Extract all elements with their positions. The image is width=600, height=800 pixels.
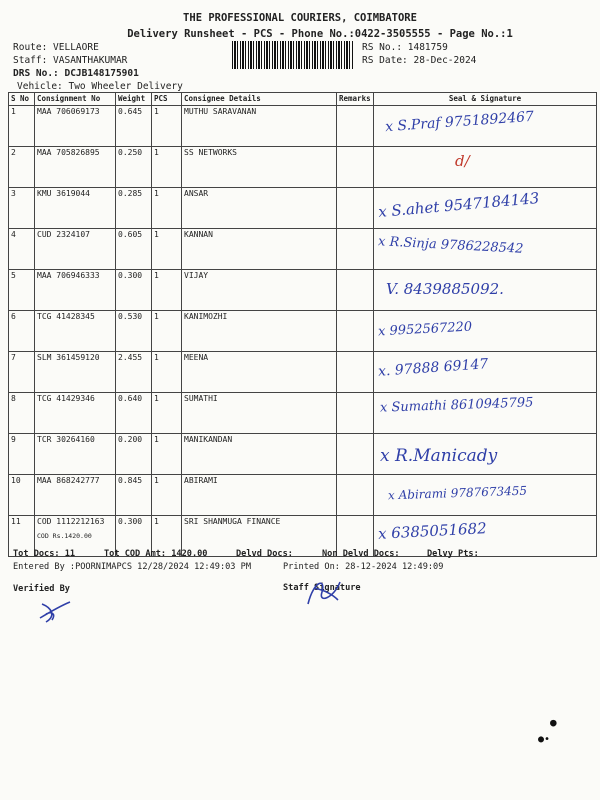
row-sno: 9 [9,434,35,475]
total-docs: Tot Docs: 11 [13,549,76,559]
total-cod-amount: Tot COD Amt: 1420.00 [104,549,208,559]
row-weight: 0.605 [116,229,152,270]
handwritten-signature: x 9952567220 [377,319,473,340]
row-weight: 0.845 [116,475,152,516]
row-remarks [337,434,374,475]
non-delivered-docs: Non Delvd Docs: [322,549,400,559]
table-row [9,147,597,188]
row-remarks [337,270,374,311]
row-remarks [337,393,374,434]
row-remarks [337,475,374,516]
row-consignment: TCG 41428345 [35,311,116,352]
handwritten-signature: x 6385051682 [377,519,488,543]
row-sno: 3 [9,188,35,229]
row-weight: 0.250 [116,147,152,188]
row-consignment: MAA 868242777 [35,475,116,516]
table-header-row [9,93,597,106]
row-consignment: MAA 706946333 [35,270,116,311]
row-pcs: 1 [152,475,182,516]
row-consignment: TCG 41429346 [35,393,116,434]
row-pcs: 1 [152,229,182,270]
row-consignee: VIJAY [182,270,337,311]
barcode-image [232,41,354,69]
row-remarks [337,188,374,229]
row-sno: 10 [9,475,35,516]
handwritten-signature: d/ [455,152,470,170]
row-consignee: SUMATHI [182,393,337,434]
col-header-remarks: Remarks [337,93,374,106]
handwritten-signature: x R.Sinja 9786228542 [377,234,524,257]
row-sno: 1 [9,106,35,147]
row-consignee: KANIMOZHI [182,311,337,352]
verified-by-label: Verified By [13,584,70,594]
row-consignment: MAA 705826895 [35,147,116,188]
table-row [9,311,597,352]
row-consignment: CUD 2324107 [35,229,116,270]
handwritten-signature: x R.Manicady [380,446,498,466]
row-pcs: 1 [152,270,182,311]
row-weight: 2.455 [116,352,152,393]
row-weight: 0.300 [116,516,152,557]
row-pcs: 1 [152,352,182,393]
ink-dot: ● [550,716,557,729]
row-sno: 8 [9,393,35,434]
row-sno: 11 [9,516,35,557]
row-weight: 0.530 [116,311,152,352]
row-pcs: 1 [152,311,182,352]
row-remarks [337,106,374,147]
delivered-docs: Delvd Docs: [236,549,293,559]
handwritten-signature: x. 97888 69147 [377,356,489,380]
handwritten-signature: x Sumathi 8610945795 [379,395,534,416]
table-row [9,270,597,311]
row-consignee: SS NETWORKS [182,147,337,188]
delivery-points: Delvy Pts: [427,549,479,559]
row-consignee: ANSAR [182,188,337,229]
cod-amount-note: COD Rs.1420.00 [37,532,92,540]
row-remarks [337,311,374,352]
table-row [9,516,597,557]
handwritten-signature: x S.Praf 9751892467 [384,108,535,136]
row-pcs: 1 [152,393,182,434]
row-sno: 7 [9,352,35,393]
staff-signature-mark [300,574,346,610]
verifier-signature-mark [36,598,76,626]
rs-number: RS No.: 1481759 [362,42,448,53]
table-row [9,352,597,393]
entered-by: Entered By :POORNIMAPCS 12/28/2024 12:49:03 PM [13,562,251,572]
col-header-consignee: Consignee Details [182,93,337,106]
handwritten-signature: V. 8439885092. [386,280,504,298]
staff-label: Staff: VASANTHAKUMAR [13,55,128,66]
row-seal [374,147,597,188]
row-weight: 0.640 [116,393,152,434]
row-weight: 0.645 [116,106,152,147]
row-consignment: TCR 30264160 [35,434,116,475]
runsheet-subtitle: Delivery Runsheet - PCS - Phone No.:0422-3505555 - Page No.:1 [127,28,513,40]
row-sno: 5 [9,270,35,311]
row-consignee: KANNAN [182,229,337,270]
col-header-sno: S No [9,93,35,106]
row-weight: 0.285 [116,188,152,229]
handwritten-signature: x S.ahet 9547184143 [377,188,540,222]
table-row [9,434,597,475]
col-header-pcs: PCS [152,93,182,106]
row-consignee: MUTHU SARAVANAN [182,106,337,147]
row-pcs: 1 [152,516,182,557]
row-consignee: MEENA [182,352,337,393]
row-sno: 4 [9,229,35,270]
row-pcs: 1 [152,434,182,475]
rs-date: RS Date: 28-Dec-2024 [362,55,477,66]
col-header-consignment: Consignment No [35,93,116,106]
row-weight: 0.300 [116,270,152,311]
row-weight: 0.200 [116,434,152,475]
row-consignee: MANIKANDAN [182,434,337,475]
staff-signature-label: Staff Signature [283,583,361,593]
row-consignment: SLM 361459120 [35,352,116,393]
col-header-weight: Weight [116,93,152,106]
ink-dot: ●• [538,734,551,745]
row-pcs: 1 [152,188,182,229]
row-consignment: KMU 3619044 [35,188,116,229]
row-remarks [337,352,374,393]
row-sno: 6 [9,311,35,352]
printed-on: Printed On: 28-12-2024 12:49:09 [283,562,444,572]
route-label: Route: VELLAORE [13,42,99,53]
row-consignment: MAA 706069173 [35,106,116,147]
col-header-seal: Seal & Signature [374,93,597,106]
row-consignment-number: COD 1112212163 [37,517,105,526]
row-sno: 2 [9,147,35,188]
row-consignee: ABIRAMI [182,475,337,516]
row-remarks [337,229,374,270]
vehicle-label: Vehicle: Two Wheeler Delivery [17,81,183,92]
company-title: THE PROFESSIONAL COURIERS, COIMBATORE [183,12,417,24]
drs-number: DRS No.: DCJB148175901 [13,68,139,79]
row-remarks [337,147,374,188]
row-consignee: SRI SHANMUGA FINANCE [182,516,337,557]
row-pcs: 1 [152,147,182,188]
row-pcs: 1 [152,106,182,147]
handwritten-signature: x Abirami 9787673455 [387,483,528,503]
